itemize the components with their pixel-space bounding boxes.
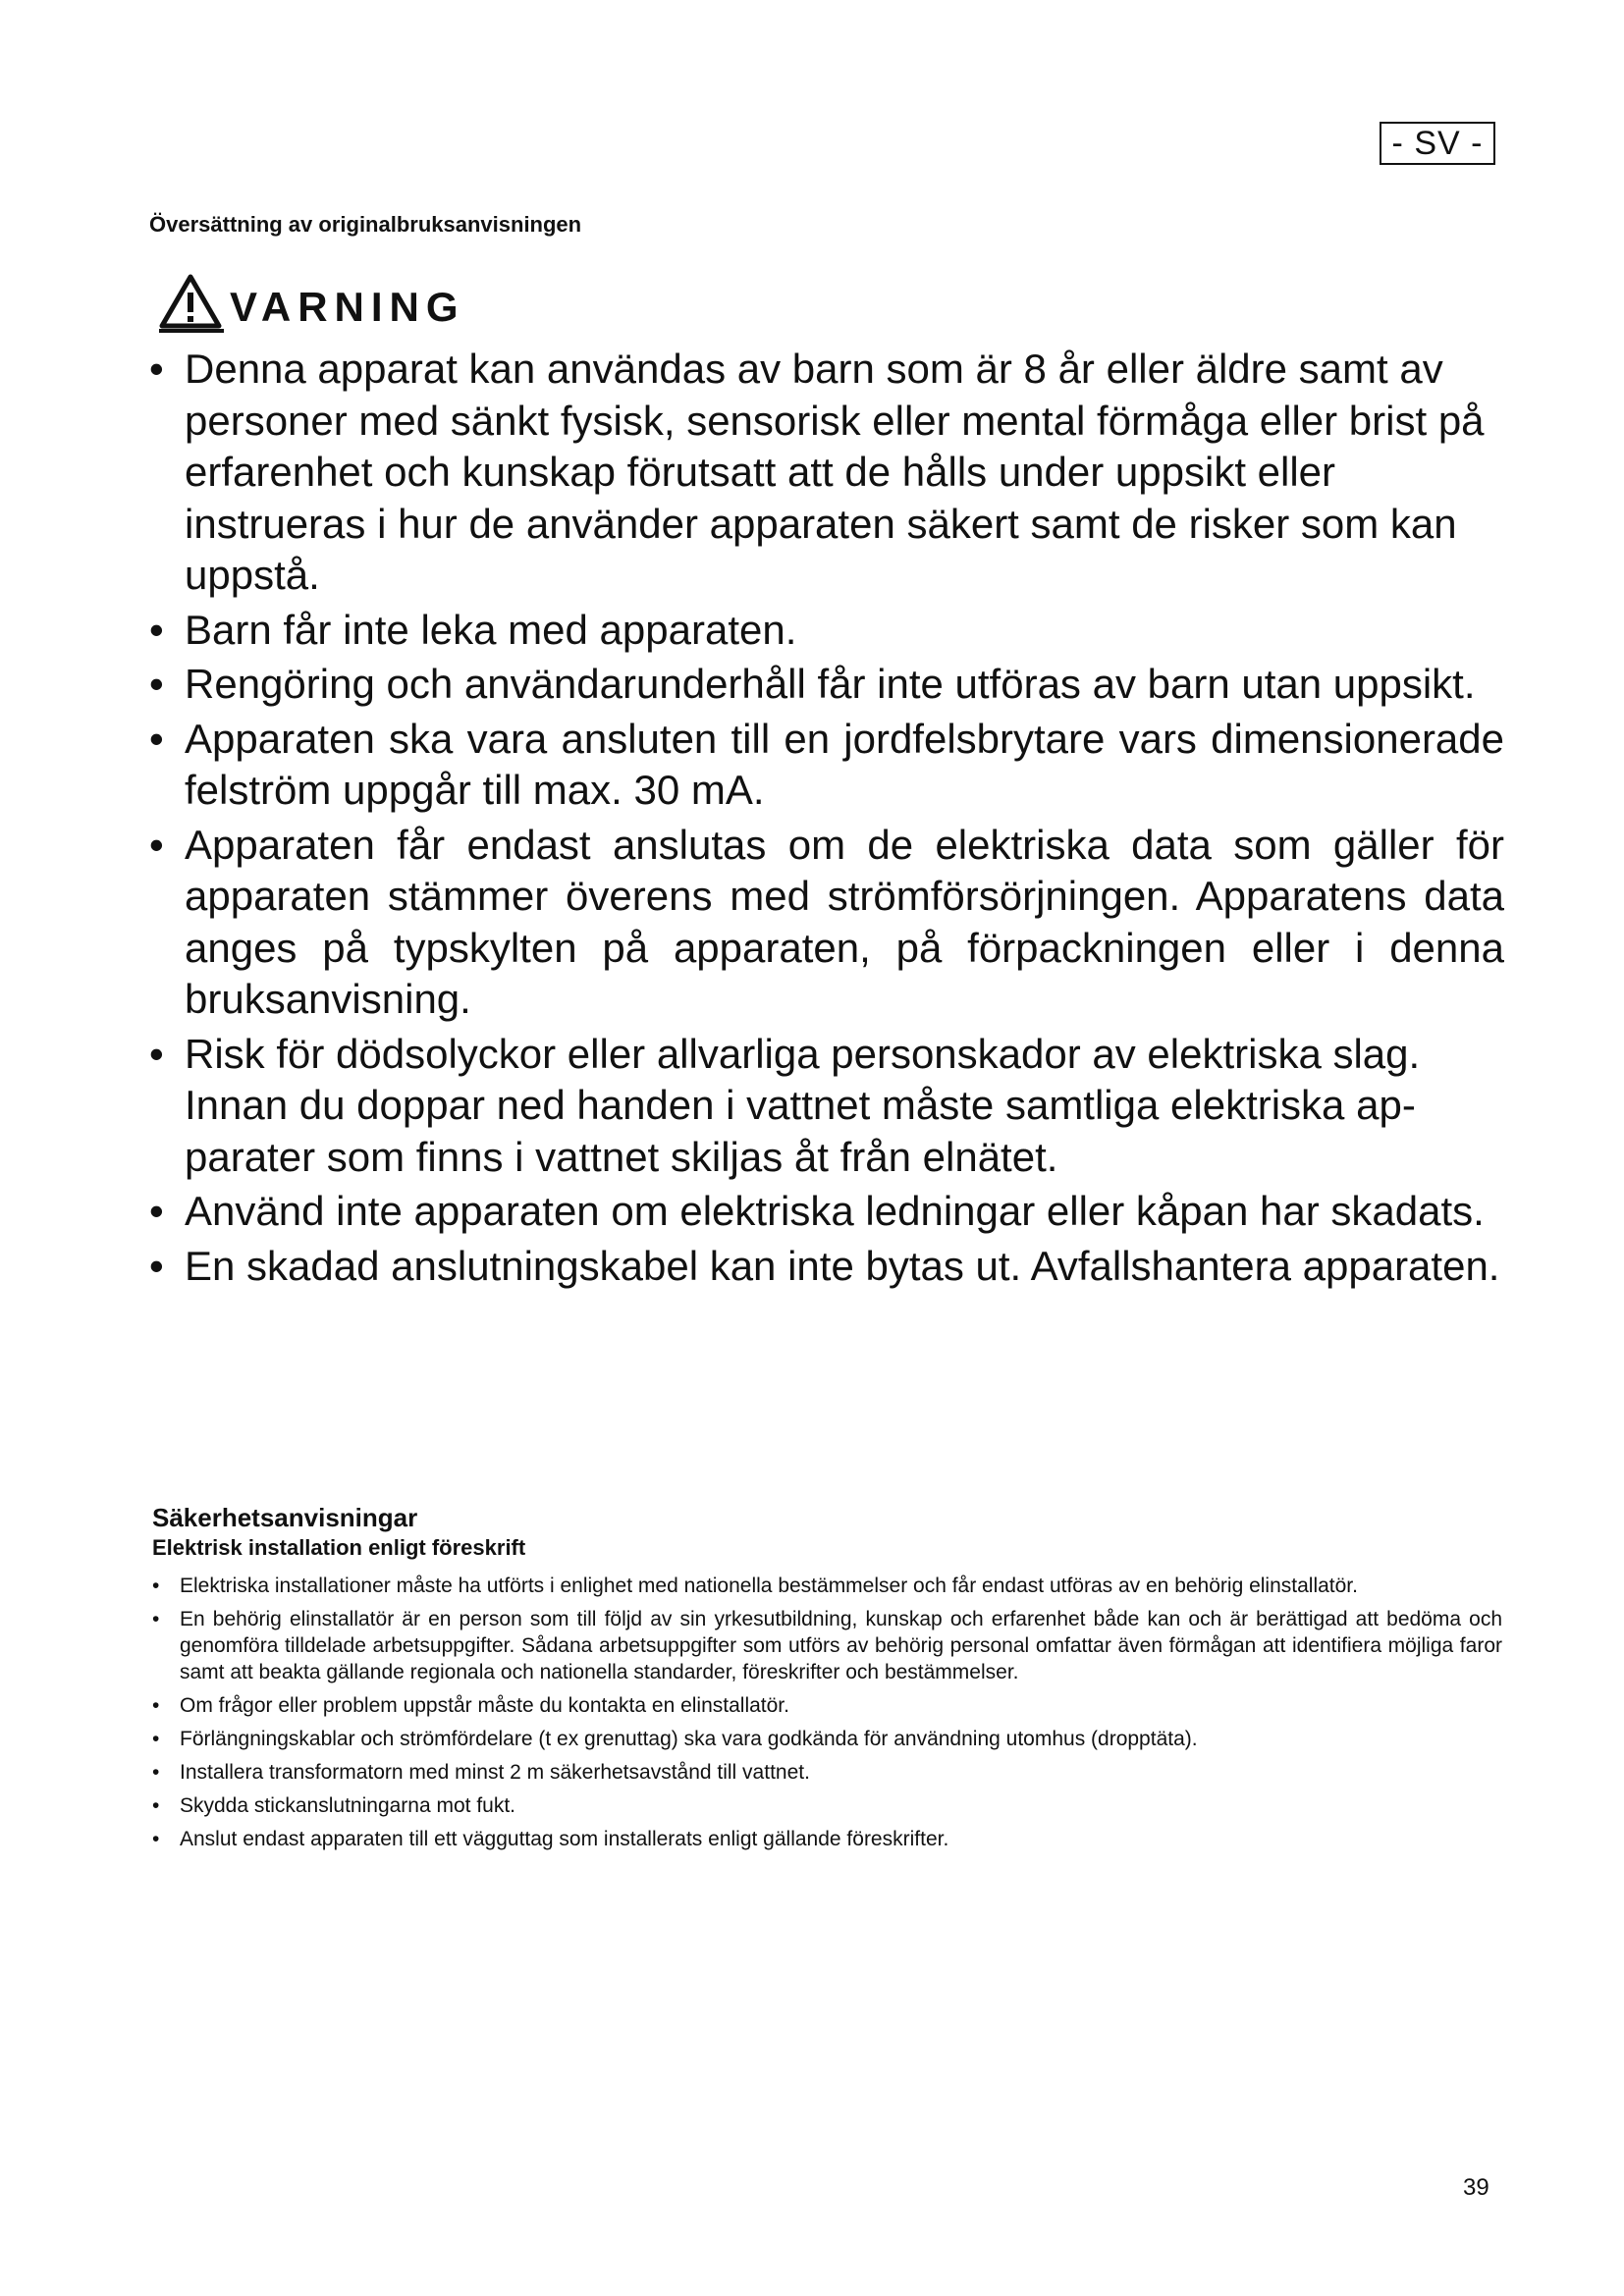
list-item: [152, 1606, 1502, 1685]
bullet: •: [149, 661, 164, 707]
bullet: •: [149, 346, 164, 392]
list-item-text: Elektriska installationer måste ha utförts i enlighet med nationella bestämmelser och får endast utföras av en behörig elinstallatör.: [180, 1575, 1358, 1597]
bullet: •: [152, 1694, 160, 1717]
safety-list: [152, 1573, 1502, 1852]
bullet: •: [152, 1761, 160, 1784]
bullet: •: [149, 606, 164, 653]
list-item-text: Förlängningskablar och strömfördelare (t ex grenuttag) ska vara godkända för användning utomhus (dropptäta).: [180, 1728, 1198, 1750]
list-item: [152, 1826, 1502, 1852]
list-item-text: Anslut endast apparaten till ett vägguttag som installerats enligt gällande föreskrifter.: [180, 1828, 949, 1850]
bullet: •: [149, 1242, 164, 1289]
list-item: [152, 1573, 1502, 1599]
list-item-text: En skadad anslutningskabel kan inte bytas ut. Avfallshantera apparaten.: [185, 1242, 1500, 1289]
list-item-text: Använd inte apparaten om elektriska ledningar eller kåpan har skadats.: [185, 1188, 1485, 1234]
safety-title: Säkerhetsanvisningar: [152, 1503, 418, 1532]
bullet: •: [152, 1608, 160, 1630]
list-item: [149, 344, 1504, 602]
list-item: [149, 820, 1504, 1026]
bullet: •: [149, 1030, 164, 1077]
language-badge: - SV -: [1380, 122, 1495, 165]
bullet: •: [152, 1794, 160, 1817]
list-item: [152, 1759, 1502, 1786]
list-item-text: Om frågor eller problem uppstår måste du kontakta en elinstallatör.: [180, 1694, 789, 1717]
bullet: •: [149, 1188, 164, 1234]
list-item: [152, 1692, 1502, 1719]
list-item: [149, 1186, 1504, 1238]
list-item: [152, 1726, 1502, 1752]
list-item-text: Apparaten ska vara ansluten till en jordfelsbrytare vars dimensionerade felström uppgår till max. 30 mA.: [185, 715, 1504, 813]
bullet: •: [149, 715, 164, 762]
list-item-text: En behörig elinstallatör är en person som till följd av sin yrkesutbildning, kunskap och erfarenhet både kan och är berättigad att bedöma och genomföra tilldelade arbetsuppgifter. Sådana arbetsuppgifter som utförs av behörig personal omfattar även förmågan att identifiera möjliga faror samt att beakta gällande regionala och nationella standarder, föreskrifter och bestämmelser.: [180, 1608, 1502, 1683]
safety-subtitle: Elektrisk installation enligt föreskrift: [152, 1535, 526, 1560]
list-item-text: Rengöring och användarunderhåll får inte utföras av barn utan uppsikt.: [185, 661, 1476, 707]
list-item-text: Barn får inte leka med apparaten.: [185, 606, 797, 653]
list-item: [149, 1241, 1504, 1293]
page-number: 39: [1463, 2174, 1489, 2201]
list-item-text: Installera transformatorn med minst 2 m säkerhetsavstånd till vattnet.: [180, 1761, 810, 1784]
list-item-text: Risk för dödsolyckor eller allvarliga personskador av elektriska slag. Innan du doppar ned handen i vattnet måste samtliga elektriska apparater som finns i vattnet skiljas åt från elnätet.: [185, 1030, 1421, 1180]
warning-title: VARNING: [230, 284, 465, 330]
warning-header: [157, 273, 465, 334]
list-item-text: Apparaten får endast anslutas om de elektriska data som gäller för apparaten stämmer överens med strömförsörjningen. Apparatens data anges på typskylten på apparaten, på förpackningen eller i denna bruksanvisning.: [185, 821, 1504, 1022]
list-item: [149, 1029, 1504, 1184]
bullet: •: [152, 1728, 160, 1750]
list-item: [149, 659, 1504, 711]
safety-section: [152, 1502, 1502, 1859]
warning-list: [149, 344, 1504, 1295]
bullet: •: [152, 1828, 160, 1850]
bullet: •: [149, 821, 164, 868]
list-item-text: Denna apparat kan användas av barn som är 8 år eller äldre samt av personer med sänkt fysisk, sensorisk eller mental förmåga eller brist på erfarenhet och kunskap förutsatt att de hålls under uppsikt eller instrueras i hur de använder apparaten säkert samt de risker som kan uppstå.: [185, 346, 1485, 598]
list-item: [152, 1792, 1502, 1819]
list-item: [149, 605, 1504, 657]
warning-triangle-icon: [157, 273, 228, 334]
list-item-text: Skydda stickanslutningarna mot fukt.: [180, 1794, 516, 1817]
list-item: [149, 714, 1504, 817]
bullet: •: [152, 1575, 160, 1597]
document-subtitle: Översättning av originalbruksanvisningen: [149, 212, 582, 237]
